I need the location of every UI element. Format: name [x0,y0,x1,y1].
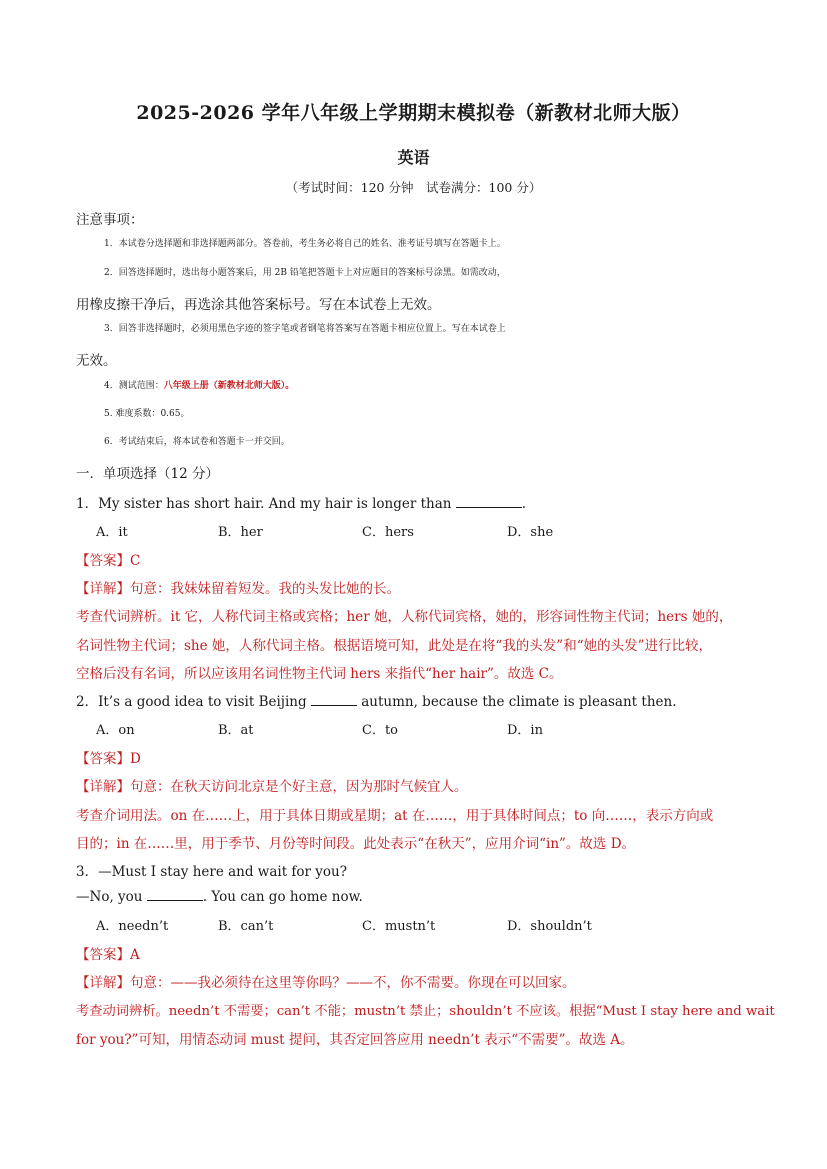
detail-intro: 句意：——我必须待在这里等你吗？——不，你不需要。你现在可以回家。 [130,975,576,991]
question-1-analysis-line-2: 名词性物主代词；she 她，人称代词主格。根据语境可知，此处是在将“我的头发”和“她的头发”进行比较， [76,638,713,654]
notes-heading: 注意事项： [76,212,144,228]
detail-label: 【详解】 [76,975,130,991]
detail-label: 【详解】 [76,581,130,597]
question-3-stem-text: —No, you [76,889,143,905]
answer-value: C [130,553,141,569]
note-item-4-prefix: 4．测试范围： [104,381,164,391]
exam-title: 2025-2026 学年八年级上学期期末模拟卷（新教材北师大版） [136,102,691,124]
question-1-option-a: A．it [96,525,128,540]
question-1-detail [76,577,756,597]
question-3-answer [76,943,756,963]
note-item-2-line-1: 2．回答选择题时，选出每小题答案后，用 2B 铅笔把答题卡上对应题目的答案标号涂黑。如需改动， [104,268,506,278]
question-2-answer [76,747,756,767]
question-3-analysis-line-2: for you?”可知，用情态动词 must 提问，其否定回答应用 needn’t 表示“不需要”。故选 A。 [76,1032,634,1048]
question-1-answer [76,549,756,569]
answer-label: 【答案】 [76,751,130,767]
note-item-2-line-2: 用橡皮擦干净后，再选涂其他答案标号。写在本试卷上无效。 [76,297,441,313]
question-2-option-c: C．to [362,723,398,738]
question-1-option-c: C．hers [362,525,414,540]
detail-label: 【详解】 [76,779,130,795]
answer-label: 【答案】 [76,947,130,963]
question-3-stem-line-2 [76,888,756,905]
detail-intro: 句意：我妹妹留着短发。我的头发比她的长。 [130,581,400,597]
answer-blank [147,888,203,901]
note-item-5: 5. 难度系数：0.65。 [104,409,190,419]
test-scope: 八年级上册（新教材北师大版）。 [163,381,295,391]
question-3-option-b: B．can’t [218,919,274,934]
question-3-analysis-line-1: 考查动词辨析。needn’t 不需要；can’t 不能；mustn’t 禁止；shouldn’t 不应该。根据“Must I stay here and wait [76,1004,775,1019]
note-item-3-line-1: 3．回答非选择题时，必须用黑色字迹的签字笔或者钢笔将答案写在答题卡相应位置上。写在本试卷上 [104,324,506,334]
question-2-stem-text: 2．It’s a good idea to visit Beijing [76,694,307,710]
question-1-option-b: B．her [218,525,263,540]
answer-blank [311,693,357,706]
question-2-stem [76,690,756,710]
question-3-option-c: C．mustn’t [362,919,436,934]
question-1-stem-text: 1．My sister has short hair. And my hair is longer than [76,496,452,512]
answer-label: 【答案】 [76,553,130,569]
question-2-analysis-line-1: 考查介词用法。on 在……上，用于具体日期或星期；at 在……，用于具体时间点；to 向……，表示方向或 [76,808,714,824]
subject-heading: 英语 [397,148,430,167]
question-3-stem-line-1: 3．—Must I stay here and wait for you? [76,864,347,880]
question-3-option-a: A．needn’t [96,919,169,934]
question-1-analysis-line-3: 空格后没有名词，所以应该用名词性物主代词 hers 来指代“her hair”。故选 C。 [76,666,563,682]
question-2-option-a: A．on [96,723,135,738]
question-2-analysis-line-2: 目的；in 在……里，用于季节、月份等时间段。此处表示“在秋天”，应用介词“in”。故选 D。 [76,836,636,852]
note-item-3-line-2: 无效。 [76,353,117,369]
section-heading: 一．单项选择（12 分） [76,466,219,482]
note-item-4 [104,378,784,391]
question-1-stem [76,492,756,512]
question-3-stem-end: . You can go home now. [202,889,363,905]
exam-info: （考试时间：120 分钟 试卷满分：100 分） [285,180,542,195]
answer-value: A [130,947,140,963]
question-1-stem-end: . [521,496,527,512]
question-2-option-b: B．at [218,723,254,738]
answer-blank [456,495,522,508]
question-1-analysis-line-1: 考查代词辨析。it 它，人称代词主格或宾格；her 她，人称代词宾格，她的，形容词性物主代词；hers 她的， [76,609,733,625]
question-2-detail [76,775,756,795]
question-1-option-d: D．she [507,525,554,540]
question-3-option-d: D．shouldn’t [507,919,592,934]
question-3-detail [76,971,756,991]
answer-value: D [130,751,141,767]
note-item-1: 1．本试卷分选择题和非选择题两部分。答卷前，考生务必将自己的姓名、准考证号填写在答题卡上。 [104,239,506,249]
detail-intro: 句意：在秋天访问北京是个好主意，因为那时气候宜人。 [130,779,468,795]
note-item-6: 6．考试结束后，将本试卷和答题卡一并交回。 [104,437,290,447]
question-2-stem-end: autumn, because the climate is pleasant then. [361,694,677,710]
question-2-option-d: D．in [507,723,543,738]
